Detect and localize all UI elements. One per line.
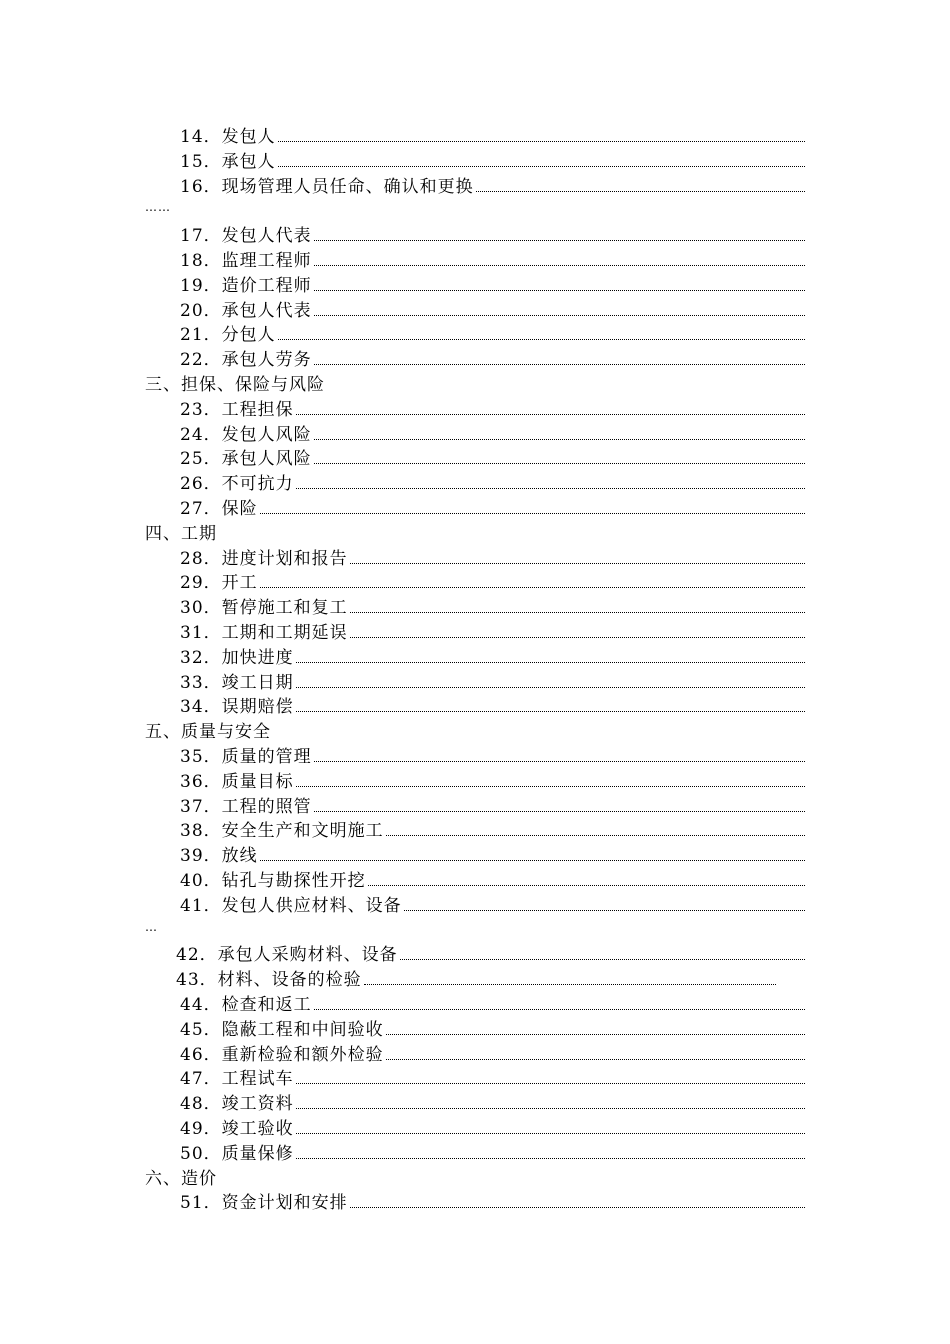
entry-title: 37．工程的照管 [180,796,312,817]
entry-title: 36．质量目标 [180,771,294,792]
entry-title: 17．发包人代表 [180,226,312,247]
toc-entry [180,795,805,819]
entry-title: 40．钻孔与勘探性开挖 [180,871,366,891]
entry-title: 16．现场管理人员任命、确认和更换 [180,176,474,197]
toc-section-heading [145,522,805,546]
dot-leader [296,710,805,712]
toc-entry [180,646,805,670]
entry-title: 25．承包人风险 [180,449,312,470]
dot-leader [386,1033,805,1035]
leader-continuation: …… [145,200,171,215]
entry-title: 50．质量保修 [180,1143,294,1164]
toc-entry [180,224,805,248]
entry-title: 23．工程担保 [180,399,294,420]
dot-leader [296,413,805,415]
entry-title: 19．造价工程师 [180,275,312,296]
dot-leader [386,1058,805,1060]
dot-leader [400,958,805,960]
entry-title: 43．材料、设备的检验 [176,970,362,991]
dot-leader [296,487,805,489]
toc-entry [180,299,805,323]
toc-entry [180,1043,805,1067]
dot-leader [260,586,805,588]
toc-entry [180,819,805,843]
toc-entry [180,1142,805,1166]
toc-entry [180,894,805,918]
entry-title: 24．发包人风险 [180,424,312,445]
entry-title: 27．保险 [180,499,258,519]
entry-title: 22．承包人劳务 [180,350,312,371]
entry-title: 45．隐蔽工程和中间验收 [180,1019,384,1040]
dot-leader [296,785,805,787]
dot-leader [296,1107,805,1109]
toc-entry [180,497,805,521]
toc-entry [180,1191,805,1215]
entry-title: 28．进度计划和报告 [180,548,348,569]
section-title: 四、工期 [145,523,217,544]
toc-section-heading [145,720,805,744]
dot-leader [314,1008,805,1010]
toc-section-heading [145,1167,805,1191]
dot-leader [314,438,805,440]
entry-title: 32．加快进度 [180,647,294,668]
dot-leader [350,636,805,638]
entry-title: 29．开工 [180,573,258,594]
toc-entry [180,1092,805,1116]
toc-entry [180,348,805,372]
toc-entry [180,447,805,471]
entry-title: 14．发包人 [180,127,276,147]
dot-leader [296,1132,805,1134]
entry-title: 21．分包人 [180,325,276,346]
toc-entry [180,323,805,347]
dot-leader [314,264,805,266]
toc-entry [180,249,805,273]
dot-leader [314,363,805,365]
entry-title: 30．暂停施工和复工 [180,598,348,619]
entry-title: 49．竣工验收 [180,1119,294,1139]
dot-leader [296,1157,805,1159]
entry-title: 15．承包人 [180,151,276,172]
toc-entry [180,175,805,199]
dot-leader [260,512,805,514]
toc-entry [180,1117,805,1141]
toc-entry [180,150,805,174]
entry-title: 35．质量的管理 [180,747,312,767]
dot-leader [278,140,805,142]
dot-leader [368,884,805,886]
dot-leader [314,760,805,762]
dot-leader [314,462,805,464]
dot-leader [296,661,805,663]
entry-title: 33．竣工日期 [180,672,294,693]
dot-leader [350,562,805,564]
toc-entry [180,423,805,447]
toc-entry [180,745,805,769]
dot-leader [314,289,805,291]
dot-leader [260,859,805,861]
toc-entry [180,671,805,695]
entry-title: 31．工期和工期延误 [180,623,348,643]
toc-entry [180,596,805,620]
toc-entry [180,695,805,719]
entry-title: 48．竣工资料 [180,1094,294,1115]
toc-entry [180,621,805,645]
dot-leader [278,338,805,340]
dot-leader [296,1082,805,1084]
toc-entry [180,571,805,595]
dot-leader [314,810,805,812]
entry-title: 18．监理工程师 [180,251,312,271]
dot-leader [296,686,805,688]
toc-entry [180,1067,805,1091]
entry-title: 20．承包人代表 [180,300,312,321]
entry-title: 47．工程试车 [180,1069,294,1090]
toc-entry [180,472,805,496]
toc-entry [180,1018,805,1042]
toc-entry [180,770,805,794]
dot-leader [350,1206,805,1208]
dot-leader [350,611,805,613]
dot-leader [278,165,805,167]
leader-continuation: … [145,919,158,934]
entry-title: 41．发包人供应材料、设备 [180,895,402,916]
entry-title: 44．检查和返工 [180,995,312,1015]
entry-title: 39．放线 [180,846,258,867]
section-title: 五、质量与安全 [145,722,271,743]
dot-leader [404,909,805,911]
dot-leader [314,239,805,241]
entry-title: 38．安全生产和文明施工 [180,821,384,842]
dot-leader [386,834,805,836]
toc-entry [180,274,805,298]
toc-entry [180,398,805,422]
entry-title: 42．承包人采购材料、设备 [176,945,398,966]
toc-entry [176,968,776,992]
entry-title: 26．不可抗力 [180,474,294,495]
toc-entry [180,993,805,1017]
section-title: 三、担保、保险与风险 [145,375,325,395]
section-title: 六、造价 [145,1168,217,1189]
entry-title: 51．资金计划和安排 [180,1193,348,1214]
entry-title: 34．误期赔偿 [180,697,294,718]
toc-entry [180,125,805,149]
dot-leader [364,983,776,985]
toc-entry [180,869,805,893]
toc-entry [176,943,805,967]
toc-entry [180,547,805,571]
entry-title: 46．重新检验和额外检验 [180,1044,384,1065]
toc-section-heading [145,373,805,397]
dot-leader [476,190,805,192]
toc-entry [180,844,805,868]
dot-leader [314,314,805,316]
